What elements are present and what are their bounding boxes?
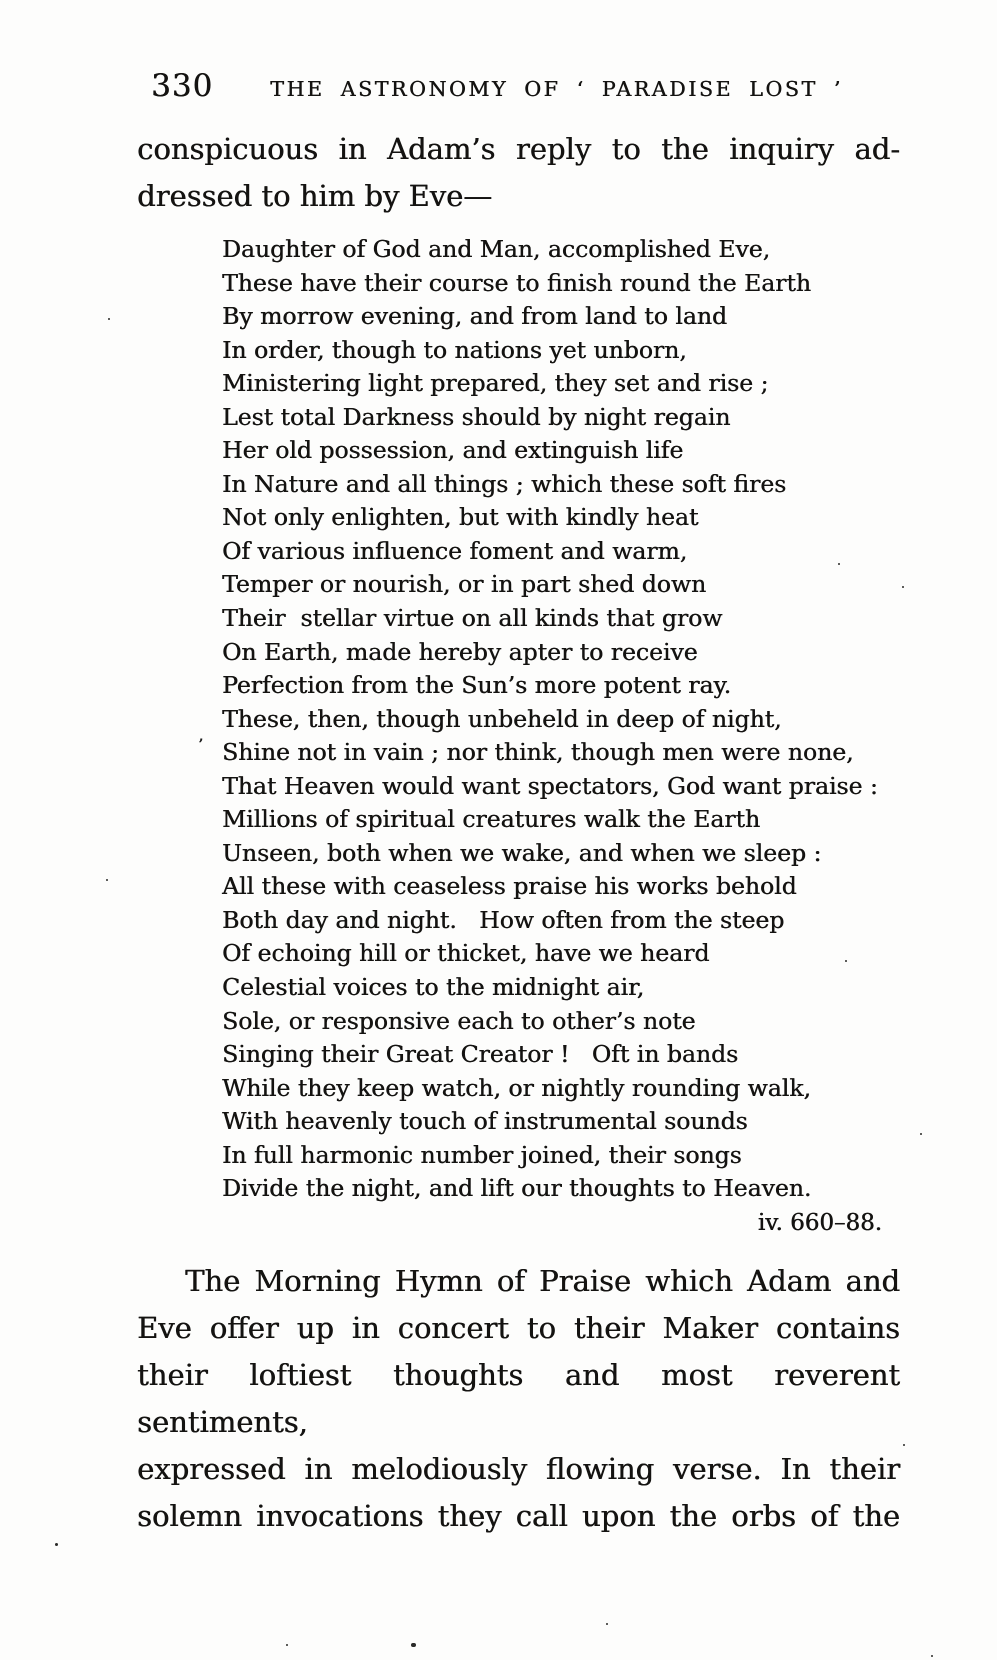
text-line: The Morning Hymn of Praise which Adam and <box>185 1264 900 1298</box>
poem-line: Millions of spiritual creatures walk the Earth <box>222 805 761 834</box>
poem-line: Shine not in vain ; nor think, though men were none, <box>222 738 854 767</box>
scan-speck <box>920 1133 922 1135</box>
poem-line: All these with ceaseless praise his works behold <box>222 872 797 901</box>
scan-speck <box>606 1623 608 1625</box>
poem-line: While they keep watch, or nightly rounding walk, <box>222 1073 811 1102</box>
poem-line: That Heaven would want spectators, God want praise : <box>222 771 878 800</box>
scan-speck <box>108 318 110 320</box>
poem-line: Divide the night, and lift our thoughts to Heaven. <box>222 1174 812 1203</box>
scan-speck <box>411 1643 416 1647</box>
scan-speck <box>902 586 904 588</box>
poem-line: Temper or nourish, or in part shed down <box>222 570 707 599</box>
scan-speck <box>106 879 108 881</box>
scan-speck <box>931 1655 933 1657</box>
poem-line: Sole, or responsive each to other’s note <box>222 1006 696 1035</box>
scan-speck <box>903 1444 905 1446</box>
closing-paragraph <box>137 1258 900 1540</box>
poem-line: These have their course to finish round the Earth <box>222 268 811 297</box>
scan-speck <box>55 1543 58 1546</box>
poem-line: In order, though to nations yet unborn, <box>222 335 687 364</box>
poem-line: Not only enlighten, but with kindly heat <box>222 503 699 532</box>
poem-line: Of various influence foment and warm, <box>222 536 688 565</box>
scan-speck <box>286 1644 288 1646</box>
text-line: dressed to him by Eve— <box>137 179 493 213</box>
poem-line: These, then, though unbeheld in deep of night, <box>222 704 782 733</box>
text-line: conspicuous in Adam’s reply to the inquiry ad- <box>137 132 900 166</box>
text-line: Eve offer up in concert to their Maker contains <box>137 1311 900 1345</box>
poem-line: Singing their Great Creator ! Oft in bands <box>222 1040 739 1069</box>
poem-line: Ministering light prepared, they set and rise ; <box>222 369 769 398</box>
poem-line: Lest total Darkness should by night regain <box>222 402 731 431</box>
scan-speck <box>845 960 847 962</box>
margin-quote-mark: ’ <box>198 735 204 754</box>
page-number: 330 <box>151 68 214 104</box>
text-line: their loftiest thoughts and most reverent sentiments, <box>137 1358 900 1439</box>
poem-line: Daughter of God and Man, accomplished Eve, <box>222 235 771 263</box>
poem-line: With heavenly touch of instrumental sounds <box>222 1107 748 1136</box>
poem-line: Both day and night. How often from the steep <box>222 905 785 934</box>
poem-line: Perfection from the Sun’s more potent ray. <box>222 671 732 700</box>
poem-line: Of echoing hill or thicket, have we heard <box>222 939 710 968</box>
poem-line: Celestial voices to the midnight air, <box>222 973 645 1002</box>
poem-line: In Nature and all things ; which these soft fires <box>222 469 787 498</box>
poem-line: Unseen, both when we wake, and when we sleep : <box>222 838 822 867</box>
poem-quotation <box>222 233 902 1206</box>
text-line: expressed in melodiously flowing verse. In their <box>137 1452 900 1486</box>
running-title: THE ASTRONOMY OF ‘ PARADISE LOST ’ <box>270 77 843 101</box>
text-line: solemn invocations they call upon the orbs of the <box>137 1499 900 1533</box>
poem-line: By morrow evening, and from land to land <box>222 302 727 331</box>
poem-line: On Earth, made hereby apter to receive <box>222 637 698 666</box>
poem-line: In full harmonic number joined, their songs <box>222 1140 742 1169</box>
scan-speck <box>838 563 840 565</box>
poem-line: Their stellar virtue on all kinds that grow <box>222 604 723 633</box>
poem-line: Her old possession, and extinguish life <box>222 436 684 465</box>
running-header <box>137 68 900 104</box>
poem-attribution: iv. 660–88. <box>757 1210 882 1236</box>
intro-paragraph <box>137 126 900 220</box>
